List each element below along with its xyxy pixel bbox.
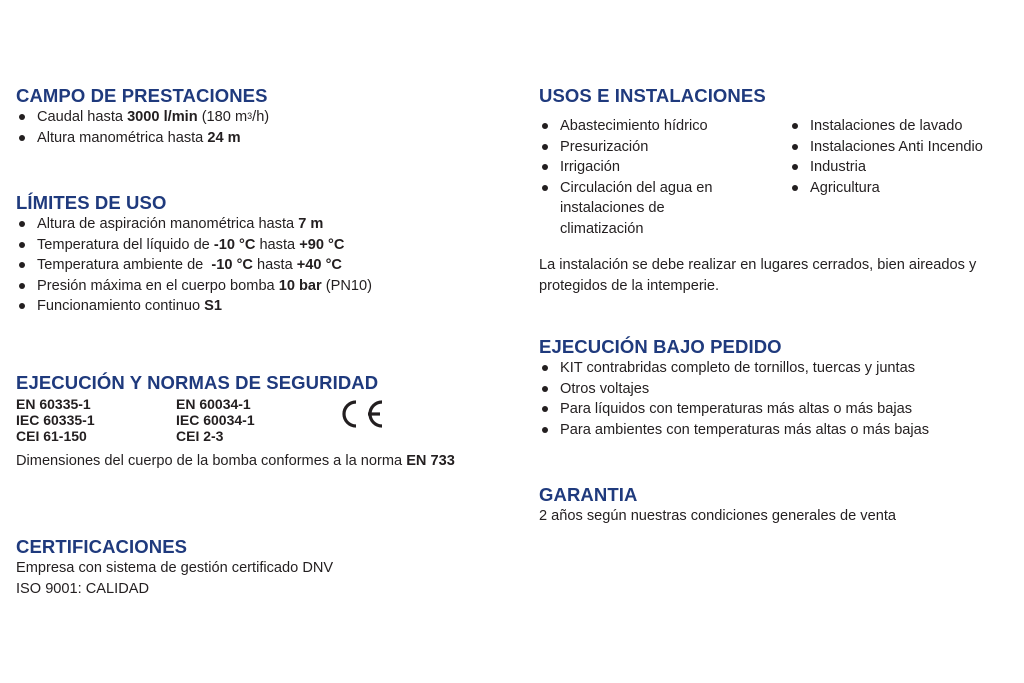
norm-code: EN 60335-1 [16,396,91,412]
bullet-dot-icon [792,185,798,191]
norm-code: EN 60034-1 [176,396,251,412]
list-item: Altura manométrica hasta 24 m [16,128,516,149]
norm-code: IEC 60335-1 [16,412,95,428]
section-limites [16,192,516,317]
pedido-list [539,358,1019,440]
bullet-dot-icon [19,242,25,248]
bullet-dot-icon [19,262,25,268]
section-title-garantia: GARANTIA [539,484,638,505]
list-item: Presurización [539,137,779,158]
cert-line-1: Empresa con sistema de gestión certificado DNV [16,560,334,576]
list-item: Funcionamiento continuo S1 [16,296,516,317]
campo-list [16,107,516,148]
section-usos [539,85,1019,246]
section-title-certificaciones: CERTIFICACIONES [16,536,188,557]
bullet-dot-icon [542,144,548,150]
bullet-dot-icon [542,406,548,412]
bullet-dot-icon [542,365,548,371]
uses-lists [539,116,1019,246]
uses-list-b [789,116,1019,198]
bullet-dot-icon [542,427,548,433]
dimension-note: Dimensiones del cuerpo de la bomba conformes a la norma EN 733 [16,453,455,469]
section-title-limites: LÍMITES DE USO [16,192,167,213]
norm-code: CEI 2-3 [176,428,224,444]
bullet-dot-icon [19,135,25,141]
norms-block [16,394,516,464]
section-usos-note [539,255,1017,296]
norms-column-a [16,396,95,444]
cert-line-2: ISO 9001: CALIDAD [16,580,150,597]
list-item: Irrigación [539,157,779,178]
list-item: Para líquidos con temperaturas más altas o más bajas [539,399,1019,420]
section-title-pedido: EJECUCIÓN BAJO PEDIDO [539,336,782,357]
uses-list-a [539,116,779,239]
bullet-dot-icon [542,185,548,191]
section-title-usos: USOS E INSTALACIONES [539,85,766,106]
list-item: Altura de aspiración manométrica hasta 7 m [16,214,516,235]
bullet-dot-icon [792,144,798,150]
garantia-text: 2 años según nuestras condiciones generales de venta [539,508,896,524]
bullet-dot-icon [542,123,548,129]
norm-code: IEC 60034-1 [176,412,255,428]
ce-mark-icon [336,396,388,432]
list-item: Otros voltajes [539,379,1019,400]
list-item: Agricultura [789,178,1019,199]
list-item: Instalaciones Anti Incendio [789,137,1019,158]
bullet-dot-icon [19,283,25,289]
bullet-dot-icon [19,114,25,120]
bullet-dot-icon [19,221,25,227]
list-item: Temperatura del líquido de -10 °C hasta +90 °C [16,235,516,256]
list-item: Temperatura ambiente de -10 °C hasta +40 °C [16,255,516,276]
installation-note: La instalación se debe realizar en lugares cerrados, bien aireados y protegidos de la intemperie. [539,257,977,294]
section-title-ejecucion: EJECUCIÓN Y NORMAS DE SEGURIDAD [16,372,379,393]
list-item: Abastecimiento hídrico [539,116,779,137]
list-item: KIT contrabridas completo de tornillos, tuercas y juntas [539,358,1019,379]
norms-column-b [176,396,255,444]
section-certificaciones [16,536,516,599]
limites-list [16,214,516,317]
list-item: Industria [789,157,1019,178]
bullet-dot-icon [792,123,798,129]
section-ejecucion [16,372,516,472]
norm-code: CEI 61-150 [16,428,87,444]
section-pedido [539,336,1019,440]
list-item: Circulación del agua en instalaciones de climatización [539,178,720,240]
list-item: Para ambientes con temperaturas más altas o más bajas [539,420,1019,441]
bullet-dot-icon [19,303,25,309]
section-campo [16,85,516,148]
list-item: Instalaciones de lavado [789,116,1019,137]
list-item: Caudal hasta 3000 l/min (180 $m^3/h$) [16,107,516,128]
section-title-campo: CAMPO DE PRESTACIONES [16,85,268,106]
list-item: Presión máxima en el cuerpo bomba 10 bar (PN10) [16,276,516,297]
bullet-dot-icon [792,164,798,170]
bullet-dot-icon [542,164,548,170]
section-garantia [539,484,1019,527]
bullet-dot-icon [542,386,548,392]
